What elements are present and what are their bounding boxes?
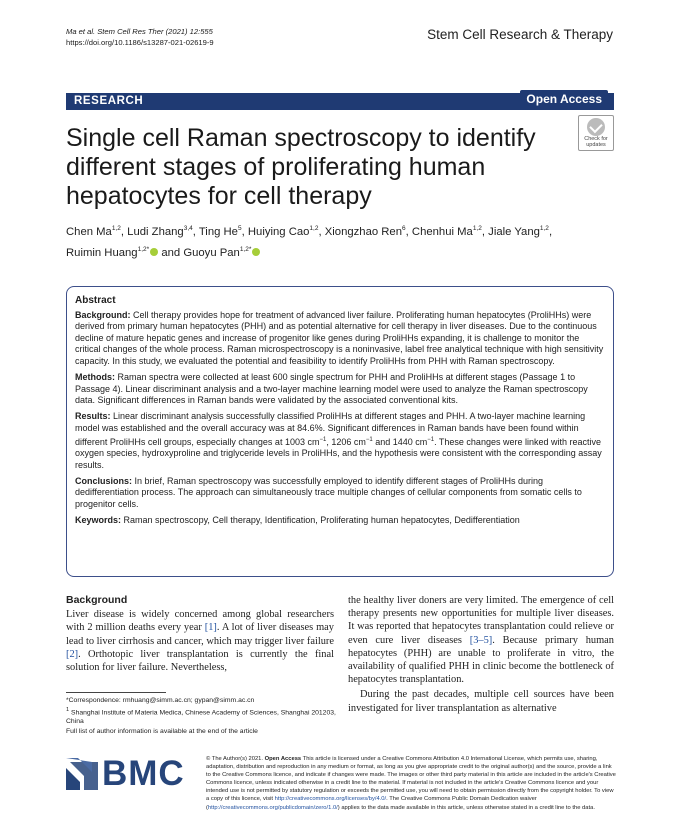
check-updates-text1: Check for (584, 136, 608, 142)
body-paragraph: During the past decades, multiple cell sources have been investigated for liver transplantation as alternative (348, 689, 614, 714)
doi-link[interactable]: https://doi.org/10.1186/s13287-021-02619-9 (66, 38, 214, 47)
license-text: © The Author(s) 2021. Open Access This article is licensed under a Creative Commons Attribution 4.0 International License, which permits use, sharing, adaptation, distribution and reproduction in any medium or format, as long as you give appropriate credit to the original author(s) and the source, provide a link to the Creative Commons licence, and indicate if changes were made. The images or other third party material in this article are included in the article's Creative Commons licence, unless indicated otherwise in a credit line to the material. If material is not included in the article's Creative Commons licence and your intended use is not permitted by statutory regulation or exceeds the permitted use, you will need to obtain permission directly from the copyright holder. To view a copy of this licence, visit http://creativecommons.org/licenses/by/4.0/. The Creative Commons Public Domain Dedication waiver (http://creativecommons.org/publicdomain/zero/1.0/) applies to the data made available in this article, unless otherwise stated in a credit line to the data. (206, 756, 616, 811)
author[interactable]: Jiale Yang$^{1,2}$ (488, 225, 549, 238)
correspondence: *Correspondence: rmhuang@simm.ac.cn; gypan@simm.ac.cn (66, 697, 255, 704)
author[interactable]: Ludi Zhang$^{3,4}$ (127, 225, 193, 238)
section-bar (66, 93, 614, 110)
citation: Ma et al. Stem Cell Res Ther (2021) 12:555 (66, 27, 213, 36)
check-updates-icon (587, 118, 605, 136)
author[interactable]: Guoyu Pan$^{1,2*}$ (183, 245, 252, 259)
bmc-logo[interactable] (66, 750, 194, 800)
abstract-results: Results: Linear discriminant analysis successfully classified ProliHHs at different stages and PHH. A two-layer machine learning model was established and the overall accuracy was at 84.6%. Significant differences in Raman bands have been found within different ProliHHs cell groups, especially changes at 1003 $cm^{-1}$, 1206 $cm^{-1}$ and 1440 $cm^{-1}$. These changes were linked with reactive oxygen species, hydroxyproline and triglyceride levels in ProliHHs, and the hypothesis were consistent with the corresponding assay results. (75, 411, 602, 470)
reference-link[interactable]: [3–5] (469, 634, 493, 646)
reference-link[interactable]: [1] (204, 622, 217, 634)
check-for-updates-badge[interactable] (578, 115, 614, 151)
full-list-note: Full list of author information is available at the end of the article (66, 727, 258, 735)
open-access-tab: Open Access (520, 90, 608, 109)
abstract-keywords: Keywords: Raman spectroscopy, Cell therapy, Identification, Proliferating human hepatocytes, Dedifferentiation (75, 515, 520, 526)
author[interactable]: Xiongzhao Ren$^6$ (324, 225, 406, 238)
author[interactable]: Ruimin Huang$^{1,2*}$ (66, 245, 150, 259)
check-updates-text2: updates (586, 142, 606, 148)
section-heading: Background (66, 594, 128, 606)
author[interactable]: Chenhui Ma$^{1,2}$ (411, 225, 482, 238)
waiver-link[interactable]: http://creativecommons.org/publicdomain/zero/1.0/ (207, 804, 338, 811)
body-paragraph: Liver disease is widely concerned among global researchers with 2 million deaths every year [1]. A lot of liver diseases may lead to liver cirrhosis and cancer, which may trigger liver failure [2]. Orthotopic liver transplantation is currently the final solution for liver failure. Nevertheless, (66, 609, 334, 674)
reference-link[interactable]: [2] (66, 648, 79, 660)
affiliation: $^1$ Shanghai Institute of Materia Medica, Chinese Academy of Sciences, Shanghai 201203, China (66, 706, 336, 726)
abstract-heading: Abstract (75, 295, 116, 306)
article-title: Single cell Raman spectroscopy to identify different stages of proliferating human hepatocytes for cell therapy (66, 124, 536, 210)
section-label: RESEARCH (74, 95, 144, 107)
author[interactable]: Ting He$^5$ (198, 225, 242, 238)
footnote-divider (66, 692, 166, 693)
author-list: Chen Ma$^{1,2}$, Ludi Zhang$^{3,4}$, Ting He$^5$, Huiying Cao$^{1,2}$, Xiongzhao Ren$^6$, Chenhui Ma$^{1,2}$, Jiale Yang$^{1,2}$, Ruimin Huang$^{1,2*}$ and Guoyu Pan$^{1,2*}$ (66, 225, 553, 259)
author-conjunction: and (161, 246, 181, 259)
abstract-conclusions: Conclusions: In brief, Raman spectroscopy was successfully employed to identify different stages of ProliHHs during dedifferentiation process. The approach can simultaneously trace multiple changes of cellular components from somatic cells to progenitor cells. (75, 475, 582, 509)
citation-header (66, 26, 214, 48)
license-link[interactable]: http://creativecommons.org/licenses/by/4.0/ (274, 796, 387, 803)
journal-name: Stem Cell Research & Therapy (427, 27, 613, 42)
bmc-logo-icon (66, 758, 98, 790)
author[interactable]: Huiying Cao$^{1,2}$ (247, 225, 319, 238)
footnotes (66, 696, 336, 736)
abstract-background: Background: Cell therapy provides hope for treatment of advanced liver failure. Proliferating human hepatocytes (ProliHHs) were derived from primary human hepatocytes (PHH) and as potential alternative for cell therapy in liver diseases. Due to the continuous decline of mature hepatic genes and increase of progenitor like genes during ProliHHs expanding, it is challenge to monitor the critical changes of the whole process. Raman microspectroscopy is a noninvasive, label free analytical technique with high sensitivity capacity. In this study, we evaluated the potential and feasibility to identify ProliHHs from PHH with Raman spectroscopy. (75, 309, 604, 366)
author[interactable]: Chen Ma$^{1,2}$ (66, 225, 121, 238)
abstract-methods: Methods: Raman spectra were collected at least 600 single spectrum for PHH and ProliHHs at different stages (Passage 1 to Passage 4). Linear discriminant analysis and a two-layer machine learning model were used to analyze the Raman spectroscopy data. Significant differences in Raman bands were validated by the associated conventional kits. (75, 372, 588, 406)
abstract-box (66, 286, 614, 577)
body-paragraph: the healthy liver doners are very limited. The emergence of cell therapy presents new opportunities for multiple liver diseases. It was reported that hepatocytes transplantation could relieve or even cure liver diseases [3–5]. Because primary human hepatocytes (PHH) are unable to proliferate in vitro, the availability of qualified PHH in clinic become the bottleneck of hepatocytes transplantation. (348, 595, 614, 686)
orcid-icon[interactable] (252, 248, 260, 256)
body-right-column (348, 594, 614, 717)
bmc-logo-text: BMC (102, 754, 185, 793)
body-left-column (66, 594, 334, 676)
orcid-icon[interactable] (150, 248, 158, 256)
